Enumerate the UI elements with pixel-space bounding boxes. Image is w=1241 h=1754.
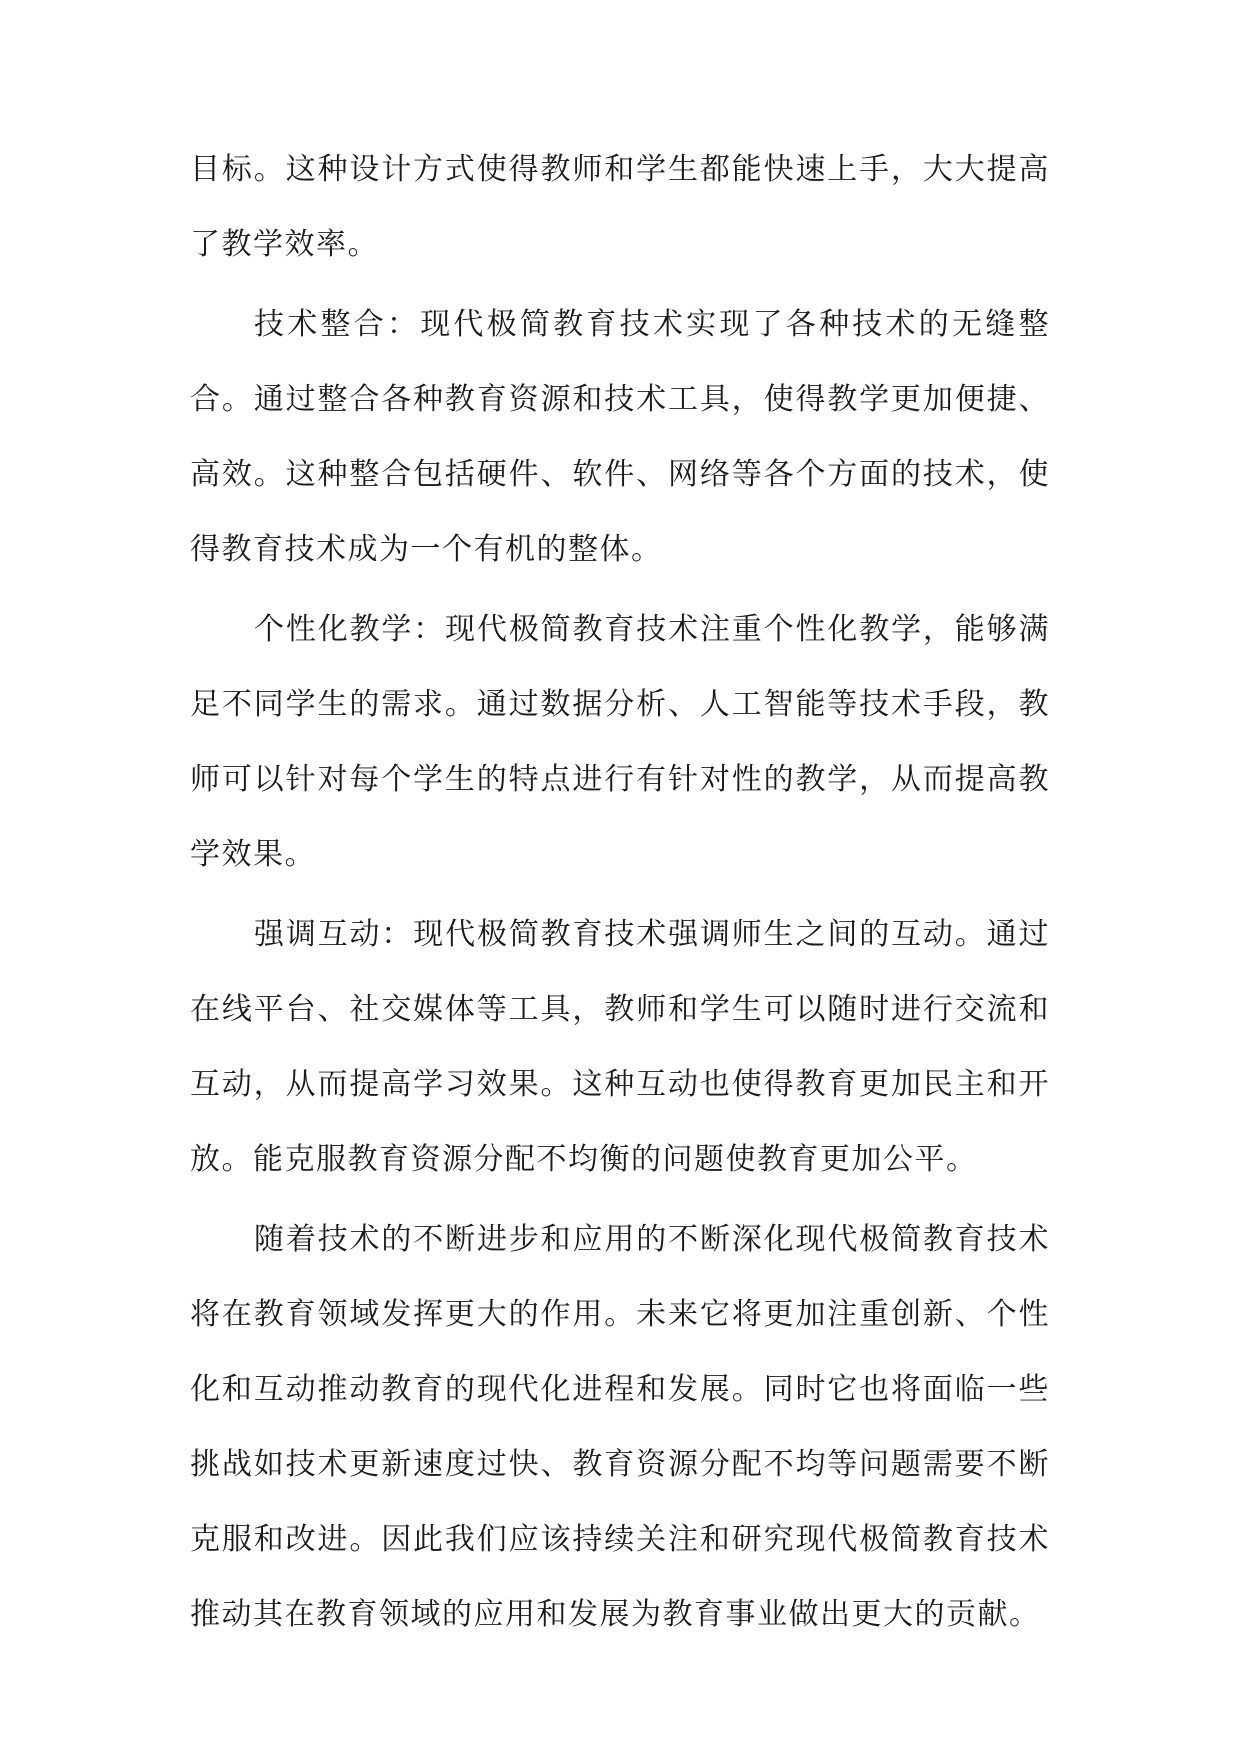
paragraph-technology-integration: 技术整合：现代极简教育技术实现了各种技术的无缝整合。通过整合各种教育资源和技术工具，使得教学更加便捷、高效。这种整合包括硬件、软件、网络等各个方面的技术，使得教育技术成为一个有机的整体。 — [190, 307, 1050, 567]
paragraph-emphasize-interaction: 强调互动：现代极简教育技术强调师生之间的互动。通过在线平台、社交媒体等工具，教师和学生可以随时进行交流和互动，从而提高学习效果。这种互动也使得教育更加民主和开放。能克服教育资源分配不均衡的问题使教育更加公平。 — [190, 917, 1050, 1177]
paragraph-conclusion: 随着技术的不断进步和应用的不断深化现代极简教育技术将在教育领域发挥更大的作用。未来它将更加注重创新、个性化和互动推动教育的现代化进程和发展。同时它也将面临一些挑战如技术更新速度过快、教育资源分配不均等问题需要不断克服和改进。因此我们应该持续关注和研究现代极简教育技术推动其在教育领域的应用和发展为教育事业做出更大的贡献。 — [190, 1222, 1050, 1632]
paragraph-personalized-teaching: 个性化教学：现代极简教育技术注重个性化教学，能够满足不同学生的需求。通过数据分析、人工智能等技术手段，教师可以针对每个学生的特点进行有针对性的教学，从而提高教学效果。 — [190, 612, 1050, 872]
document-body — [190, 132, 1050, 1652]
paragraph-intro-continuation: 目标。这种设计方式使得教师和学生都能快速上手，大大提高了教学效率。 — [190, 152, 1050, 262]
